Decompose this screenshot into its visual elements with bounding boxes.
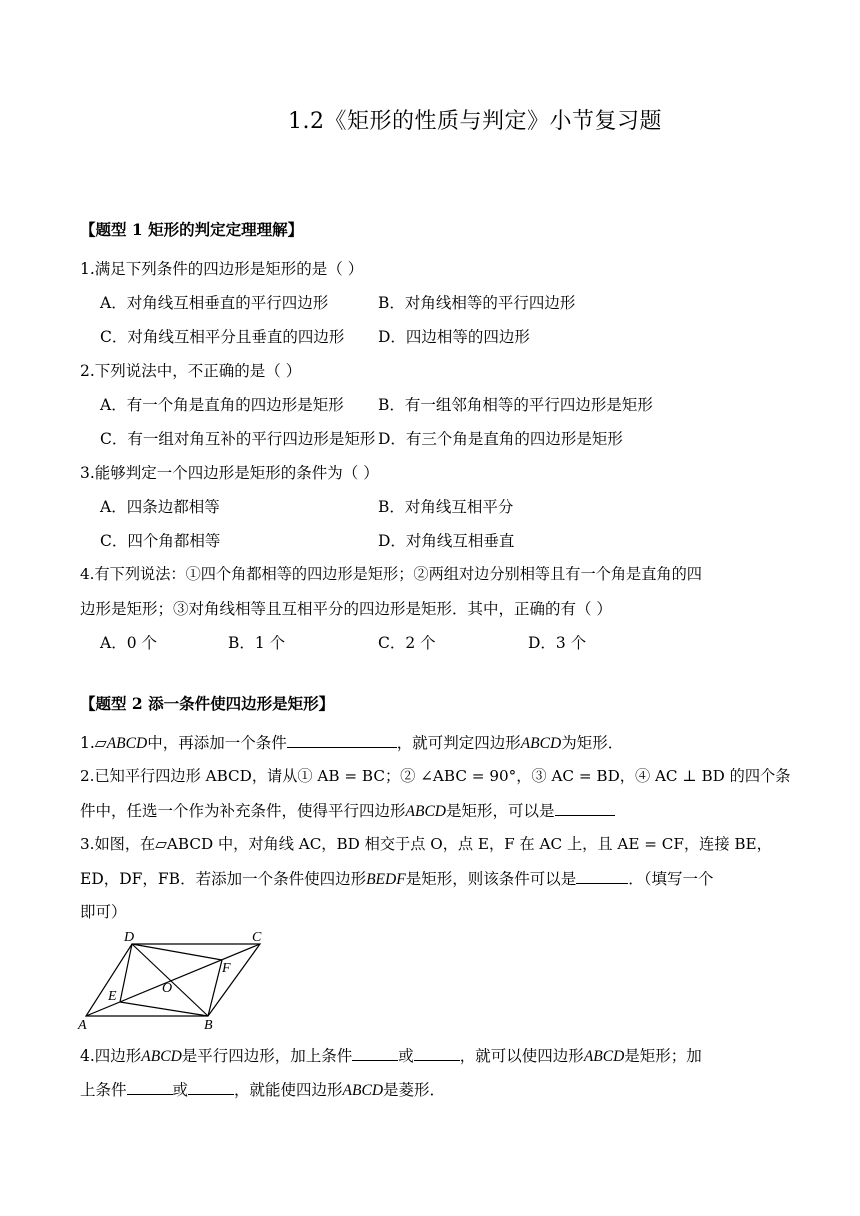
question-line — [80, 867, 713, 889]
question-stem-line: 边形是矩形；③对角线相等且互相平分的四边形是矩形．其中，正确的有（ ） — [80, 600, 612, 618]
question-text: 或 — [172, 1081, 189, 1099]
question-stem: 2.下列说法中，不正确的是（ ） — [80, 362, 302, 380]
question-line: 2.已知平行四边形 ABCD，请从① AB = BC；② ∠ABC = 90°，③ AC = BD，④ AC ⊥ BD 的四个条 — [80, 767, 791, 785]
answer-blank[interactable] — [414, 1046, 460, 1061]
answer-blank[interactable] — [127, 1080, 173, 1095]
option-d: D．四边相等的四边形 — [378, 328, 530, 346]
math-abcd: ABCD — [405, 803, 446, 820]
math-abcd: ABCD — [520, 735, 562, 752]
option-b: B．1 个 — [228, 634, 286, 652]
question-text: 是菱形． — [383, 1081, 446, 1099]
option-b: B．对角线互相平分 — [378, 498, 514, 516]
question-text: ．（填写一个 — [628, 870, 714, 888]
question-text: 是矩形，可以是 — [445, 802, 555, 820]
option-c: C．四个角都相等 — [100, 532, 221, 550]
math-abcd: ABCD — [342, 1082, 384, 1099]
label-o: O — [162, 981, 173, 996]
question-text: 是矩形，则该条件可以是 — [405, 870, 577, 888]
answer-blank[interactable] — [576, 869, 628, 884]
question-text: 为矩形． — [561, 734, 624, 752]
math-abcd: ABCD — [583, 1048, 625, 1065]
question-text: ED，DF，FB．若添加一个条件使四边形 — [80, 870, 367, 888]
option-c: C．有一组对角互补的平行四边形是矩形 — [100, 430, 376, 448]
question-text: 或 — [398, 1047, 414, 1065]
label-c: C — [252, 930, 262, 945]
question-text: 是矩形；加 — [624, 1047, 702, 1065]
option-a: A．四条边都相等 — [100, 498, 220, 516]
question-line: 即可） — [80, 903, 127, 921]
question-text: ，就可以使四边形 — [459, 1047, 584, 1065]
page-title: 1.2《矩形的性质与判定》小节复习题 — [288, 109, 662, 134]
answer-blank[interactable] — [555, 801, 615, 816]
option-c: C．对角线互相平分且垂直的四边形 — [100, 328, 345, 346]
label-d: D — [124, 930, 135, 945]
math-abcd: ABCD — [141, 1048, 182, 1065]
section-heading-1: 【题型 1 矩形的判定定理理解】 — [80, 220, 304, 239]
question-line — [80, 799, 615, 821]
option-a: A．对角线互相垂直的平行四边形 — [100, 294, 329, 312]
option-b: B．有一组邻角相等的平行四边形是矩形 — [378, 396, 653, 414]
label-a: A — [78, 1018, 87, 1033]
label-f: F — [222, 961, 231, 976]
label-b: B — [204, 1018, 213, 1033]
question-line: 3.如图，在▱ABCD 中，对角线 AC，BD 相交于点 O，点 E，F 在 AC 上，且 AE = CF，连接 BE， — [80, 835, 772, 853]
question-number: 1. — [80, 734, 95, 752]
question-text: 件中，任选一个作为补充条件，使得平行四边形 — [80, 802, 406, 820]
question-text: ，就可判定四边形 — [396, 734, 521, 752]
question-stem: 3.能够判定一个四边形是矩形的条件为（ ） — [80, 464, 379, 482]
question-stem: 1.满足下列条件的四边形是矩形的是（ ） — [80, 260, 364, 278]
question-text: ，就能使四边形 — [234, 1081, 343, 1099]
question-stem-line: 4.有下列说法：①四个角都相等的四边形是矩形；②两组对边分别相等且有一个角是直角的四 — [80, 565, 702, 583]
option-d: D．对角线互相垂直 — [378, 532, 515, 550]
question-text: 中，再添加一个条件 — [147, 734, 287, 752]
parallelogram-symbol: ▱ABCD — [94, 735, 148, 752]
option-a: A．0 个 — [100, 634, 157, 652]
section-heading-2: 【题型 2 添一条件使四边形是矩形】 — [80, 694, 335, 713]
option-a: A．有一个角是直角的四边形是矩形 — [100, 396, 344, 414]
question-text: 4.四边形 — [80, 1047, 142, 1065]
answer-blank[interactable] — [287, 733, 397, 748]
segment-fb — [208, 960, 222, 1016]
option-c: C．2 个 — [378, 634, 436, 652]
question-line — [80, 731, 623, 753]
question-text: 上条件 — [80, 1081, 127, 1099]
label-e: E — [108, 989, 117, 1004]
question-line — [80, 1044, 702, 1066]
answer-blank[interactable] — [352, 1046, 398, 1061]
option-b: B．对角线相等的平行四边形 — [378, 294, 576, 312]
answer-blank[interactable] — [188, 1080, 234, 1095]
math-bedf: BEDF — [366, 871, 406, 888]
question-line — [80, 1078, 445, 1100]
parallelogram-figure — [76, 928, 276, 1034]
option-d: D．3 个 — [528, 634, 587, 652]
option-d: D．有三个角是直角的四边形是矩形 — [378, 430, 623, 448]
question-text: 是平行四边形，加上条件 — [181, 1047, 353, 1065]
